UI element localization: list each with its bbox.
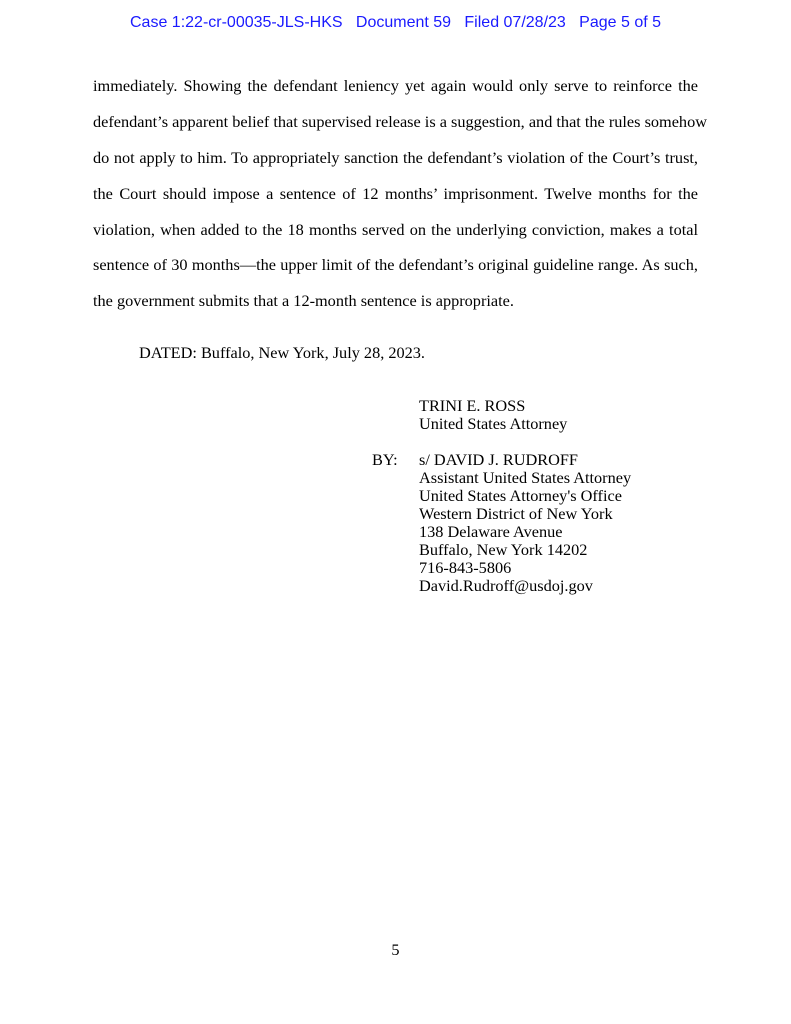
email-address: David.Rudroff@usdoj.gov [419,576,593,595]
body-line: do not apply to him. To appropriately sanction the defendant’s violation of the Court’s trust, [93,147,698,167]
street-address: 138 Delaware Avenue [419,522,563,541]
attorney-title: United States Attorney [419,414,568,433]
signer-name: s/ DAVID J. RUDROFF [419,450,578,469]
case-number: Case 1:22-cr-00035-JLS-HKS [130,14,343,31]
document-number: Document 59 [355,14,452,31]
body-line: sentence of 30 months—the upper limit of the defendant’s original guideline range. As such, [93,255,698,275]
page-number: 5 [391,940,400,959]
dated-line: DATED: Buffalo, New York, July 28, 2023. [139,343,425,362]
page-of-pages: Page 5 of 5 [579,14,661,31]
attorney-name: TRINI E. ROSS [419,396,526,415]
body-paragraph [93,68,707,319]
attorney-block [419,397,567,433]
body-line: violation, when added to the 18 months served on the underlying conviction, makes a total [93,219,698,239]
phone-number: 716-843-5806 [419,558,512,577]
office-name: United States Attorney's Office [419,486,622,505]
signer-block [419,451,631,595]
body-line: the government submits that a 12-month sentence is appropriate. [93,291,514,311]
body-line: immediately. Showing the defendant leniency yet again would only serve to reinforce the [93,76,698,95]
body-line: the Court should impose a sentence of 12 months’ imprisonment. Twelve months for the [93,183,698,203]
by-label: BY: [372,450,398,469]
signer-title: Assistant United States Attorney [419,468,632,487]
filed-date: Filed 07/28/23 [464,14,566,31]
city-address: Buffalo, New York 14202 [419,540,588,559]
district-name: Western District of New York [419,504,613,523]
ecf-header-stamp [0,14,791,32]
body-line: defendant’s apparent belief that supervised release is a suggestion, and that the rules somehow [93,111,707,131]
